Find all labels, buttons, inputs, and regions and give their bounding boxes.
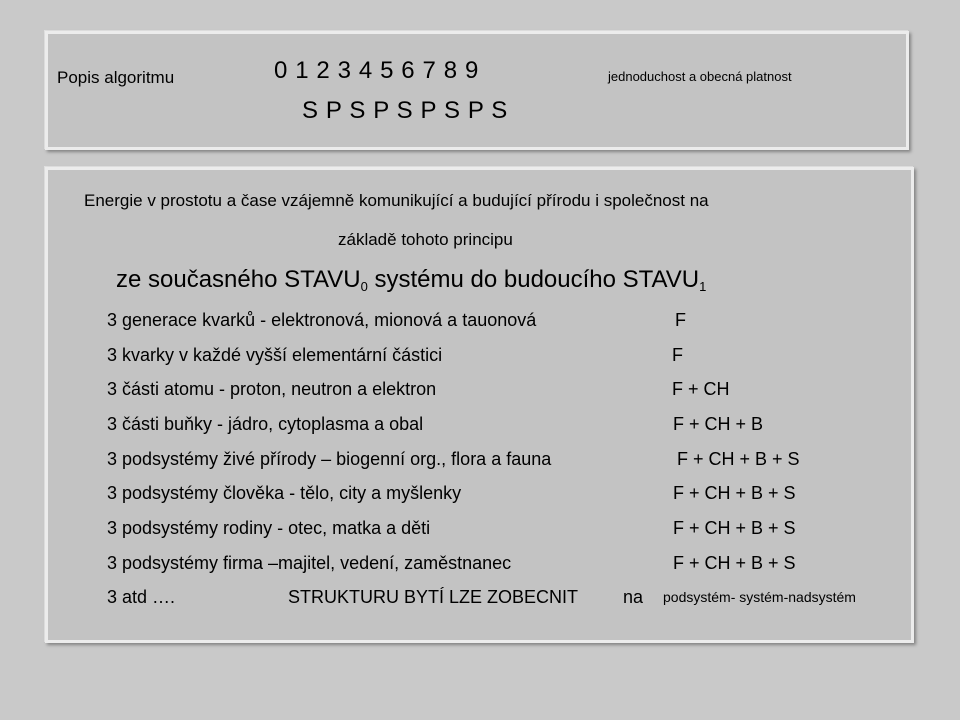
row-code: F + CH: [672, 379, 730, 399]
headline-part-2: systému do budoucího STAVU: [367, 266, 700, 293]
principle-panel: [45, 167, 914, 643]
structure-statement: STRUKTURU BYTÍ LZE ZOBECNIT: [288, 587, 579, 607]
row-code: F: [675, 310, 686, 330]
headline-part-1: ze současného STAVU: [116, 266, 361, 293]
row-description: 3 generace kvarků - elektronová, mionová a tauonová: [107, 310, 537, 330]
row-description: 3 části atomu - proton, neutron a elektron: [107, 379, 437, 399]
row-description: 3 kvarky v každé vyšší elementární částici: [107, 345, 443, 365]
system-levels: podsystém- systém-nadsystém: [663, 589, 856, 605]
state-headline: [116, 266, 706, 294]
row-code: F + CH + B + S: [673, 518, 796, 538]
digit-sequence: 0 1 2 3 4 5 6 7 8 9: [274, 57, 479, 84]
simplicity-note: jednoduchost a obecná platnost: [608, 69, 792, 84]
row-description: 3 podsystémy člověka - tělo, city a myšlenky: [107, 483, 462, 503]
row-code: F + CH + B + S: [673, 553, 796, 573]
row-code: F: [672, 345, 683, 365]
sp-sequence: S P S P S P S P S: [302, 97, 508, 124]
row-description: 3 podsystémy živé přírody – biogenní org., flora a fauna: [107, 449, 552, 469]
headline-sub-1: 1: [699, 279, 707, 294]
intro-line-2: základě tohoto principu: [338, 230, 513, 249]
algorithm-title: Popis algoritmu: [57, 68, 175, 87]
row-description: 3 atd ….: [107, 587, 176, 607]
intro-line-1: Energie v prostotu a čase vzájemně komunikující a budující přírodu i společnost na: [84, 191, 709, 210]
headline-sub-0: 0: [360, 279, 368, 294]
algorithm-header-panel: [45, 31, 909, 150]
row-code: F + CH + B: [673, 414, 764, 434]
row-code: F + CH + B + S: [673, 483, 796, 503]
row-description: 3 podsystémy rodiny - otec, matka a děti: [107, 518, 431, 538]
row-description: 3 části buňky - jádro, cytoplasma a obal: [107, 414, 424, 434]
structure-na: na: [623, 587, 644, 607]
row-code: F + CH + B + S: [677, 449, 800, 469]
row-description: 3 podsystémy firma –majitel, vedení, zaměstnanec: [107, 553, 512, 573]
